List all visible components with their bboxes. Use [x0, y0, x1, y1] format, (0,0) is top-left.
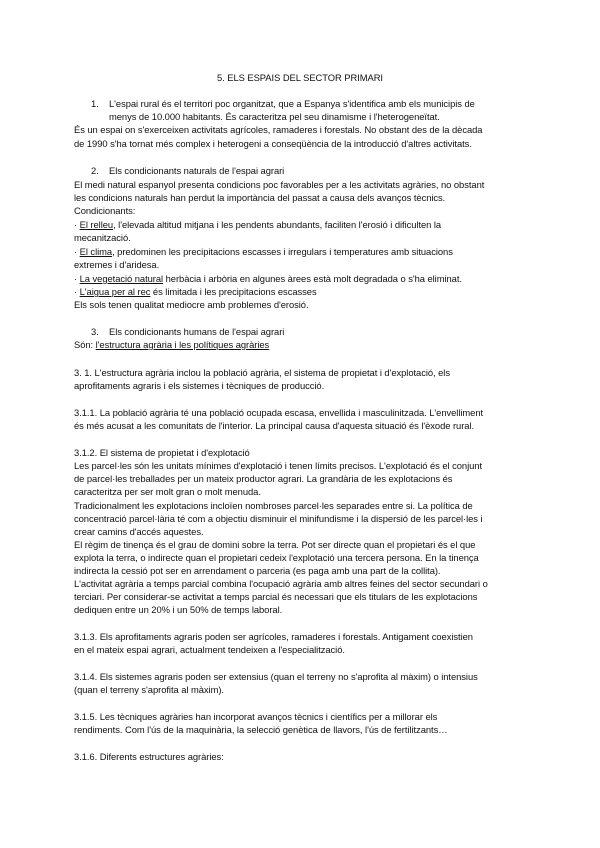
paragraph-line: mecanització. [74, 232, 131, 243]
paragraph-line: crear camins d'accés aquestes. [74, 526, 204, 537]
bullet: · [74, 219, 80, 230]
paragraph-line: de parcel·les treballades per un mateix productor agrari. La grandària de les explotacions és [74, 473, 453, 484]
paragraph-line: 3.1.1. La població agrària té una població ocupada escasa, envellida i masculinitzada. L'envelliment [74, 407, 484, 418]
condition-vegetation [74, 273, 462, 285]
subsection-heading: 3.1.2. El sistema de propietat i d'explotació [74, 447, 250, 458]
paragraph-line: en el mateix espai agrari, actualment tendeixen a l'especialització. [74, 644, 345, 655]
section-3-number: 3. [91, 326, 99, 337]
paragraph-line: (quan el terreny s'aprofita al màxim). [74, 684, 224, 695]
paragraph-line: És un espai on s'exerceixen activitats agrícoles, ramaderes i forestals. No obstant des de la dècada [74, 124, 483, 135]
paragraph-line: 3.1.4. Els sistemes agraris poden ser extensius (quan el terreny no s'aprofita al màxim) o intensius [74, 671, 478, 682]
paragraph-line: concentració parcel·lària té com a objectiu disminuir el minifundisme i la dispersió de les parcel·les i [74, 513, 483, 524]
paragraph-line: rendiments. Com l'ús de la maquinària, la selecció genètica de llavors, l'ús de fertilitzants… [74, 724, 448, 735]
paragraph-line: Els sols tenen qualitat mediocre amb problemes d'erosió. [74, 299, 309, 310]
section-1-number: 1. [91, 98, 99, 109]
paragraph-line: caracteritza per ser molt gran o molt menuda. [74, 486, 261, 497]
paragraph-line: Les parcel·les són les unitats mínimes d'explotació i tenen límits precisos. L'explotació és el conjunt [74, 460, 483, 471]
bullet: · [74, 273, 80, 284]
document-title: 5. ELS ESPAIS DEL SECTOR PRIMARI [217, 72, 383, 83]
son-label: Són: [74, 339, 96, 350]
underlined-term: L'aigua per al rec [79, 286, 151, 297]
section-1-line: L'espai rural és el territori poc organitzat, que a Espanya s'identifica amb els municipis de [109, 98, 475, 109]
condition-text: és limitada i les precipitacions escasses [150, 286, 317, 297]
paragraph-line: explota la terra, o indirecte quan el propietari cedeix l'explotació una tercera persona. En la tinença [74, 552, 479, 563]
section-2-heading: Els condicionants naturals de l'espai agrari [109, 165, 285, 176]
paragraph-line: aprofitaments agraris i els sistemes i tècniques de producció. [74, 380, 325, 391]
condition-text: , predominen les precipitacions escasses i irregulars i temperatures amb situacions [112, 246, 453, 257]
condition-text: herbàcia i arbòria en algunes àrees està molt degradada o s'ha eliminat. [163, 273, 462, 284]
paragraph-line: extremes i d'aridesa. [74, 259, 160, 270]
condition-relief [74, 219, 441, 231]
section-1-line: menys de 10.000 habitants. És caracteritza pel seu dinamisme i l'heterogeneïtat. [109, 111, 440, 122]
condition-text: , l'elevada altitud mitjana i les pendents abundants, faciliten l'erosió i dificulten la [113, 219, 442, 230]
paragraph-line: dediquen entre un 20% i un 50% de temps laboral. [74, 604, 283, 615]
underlined-term: l'estructura agrària i les polítiques agràries [95, 339, 270, 350]
paragraph-line: Tradicionalment les explotacions incloïen nombroses parcel·les separades entre si. La política de [74, 500, 473, 511]
bullet: · [74, 246, 80, 257]
paragraph-line: 3.1.5. Les tècniques agràries han incorporat avanços tècnics i científics per a millorar els [74, 711, 438, 722]
conditions-label: Condicionants: [74, 205, 136, 216]
subsection-heading: 3.1.6. Diferents estructures agràries: [74, 751, 224, 762]
son-line [74, 339, 269, 351]
paragraph-line: El règim de tinença és el grau de domini sobre la terra. Pot ser directe quan el propietari és el que [74, 539, 476, 550]
paragraph-line: El medi natural espanyol presenta condicions poc favorables per a les activitats agràries, no obstant [74, 179, 485, 190]
paragraph-line: terciari. Per considerar-se activitat a temps parcial és necessari que els titulars de les explotacions [74, 591, 478, 602]
underlined-term: El relleu [79, 219, 114, 230]
paragraph-line: 3. 1. L'estructura agrària inclou la població agrària, el sistema de propietat i d'explotació, els [74, 367, 450, 378]
underlined-term: La vegetació natural [79, 273, 164, 284]
paragraph-line: les condicions naturals han perdut la importància del passat a causa dels avanços tècnics. [74, 192, 446, 203]
paragraph-line: és més acusat a les comunitats de l'interior. La principal causa d'aquesta situació és l'èxode rural. [74, 420, 475, 431]
section-3-heading: Els condicionants humans de l'espai agrari [109, 326, 285, 337]
condition-water [74, 286, 317, 298]
condition-climate [74, 246, 453, 258]
paragraph-line: indirecta la cessió pot ser en arrendament o parceria (es paga amb una part de la collita). [74, 565, 441, 576]
paragraph-line: 3.1.3. Els aprofitaments agraris poden ser agrícoles, ramaderes i forestals. Antigament coexistien [74, 631, 473, 642]
section-2-number: 2. [91, 165, 99, 176]
paragraph-line: L'activitat agrària a temps parcial combina l'ocupació agrària amb altres feines del sector secundari o [74, 578, 488, 589]
paragraph-line: de 1990 s'ha tornat més complex i heterogeni a conseqüència de la introducció d'altres activitats. [74, 138, 472, 149]
underlined-term: El clima [79, 246, 113, 257]
bullet: · [74, 286, 80, 297]
